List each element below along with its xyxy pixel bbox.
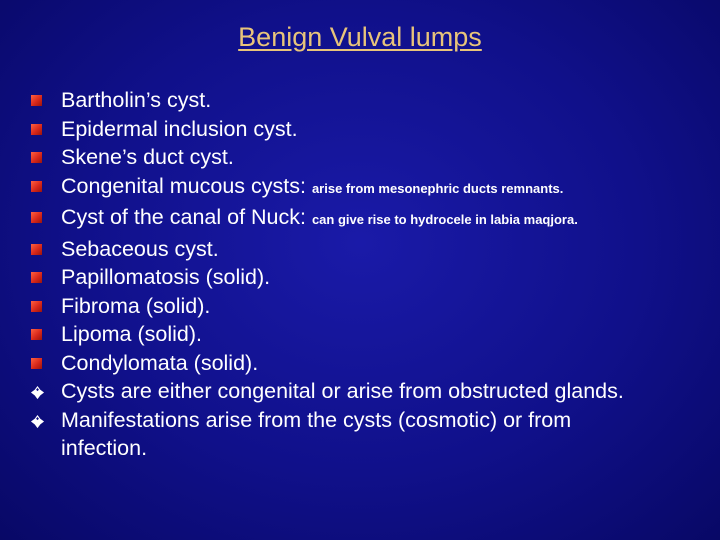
item-text: Papillomatosis (solid). [61, 265, 271, 289]
list-item [30, 235, 710, 264]
square-bullet-icon [31, 95, 42, 106]
slide-title: Benign Vulval lumps [238, 22, 482, 52]
square-bullet-icon [31, 272, 42, 283]
item-text: Condylomata (solid). [61, 350, 259, 375]
diamond-bullet-icon [30, 414, 45, 429]
list-item [30, 263, 710, 292]
item-text: Congenital mucous cysts: [61, 173, 312, 198]
square-bullet-icon [31, 329, 42, 340]
list-item [30, 86, 710, 115]
square-bullet-icon [31, 152, 42, 163]
list-item [30, 115, 710, 144]
list-item [30, 377, 710, 406]
list-item [30, 172, 710, 204]
item-text: Fibroma (solid). [61, 293, 211, 318]
item-text: Skene’s duct cyst. [61, 145, 234, 169]
item-text: Manifestations arise from the cysts (cosmotic) or from [61, 407, 572, 432]
diamond-bullet-icon [30, 385, 45, 400]
square-bullet-icon [31, 181, 42, 192]
square-bullet-icon [31, 301, 42, 312]
square-bullet-icon [31, 244, 42, 255]
item-text: Epidermal inclusion cyst. [61, 116, 298, 141]
list-item [30, 143, 710, 172]
list-item [30, 203, 710, 235]
item-note: arise from mesonephric ducts remnants. [311, 180, 564, 196]
item-text: Bartholin’s cyst. [61, 88, 212, 112]
list-item [30, 406, 710, 463]
item-text: Cyst of the canal of Nuck: [61, 205, 312, 229]
item-text: Cysts are either congenital or arise from obstructed glands. [61, 379, 624, 403]
item-text: Lipoma (solid). [61, 322, 202, 346]
bullet-list [30, 86, 710, 463]
list-item [30, 349, 710, 378]
list-item [30, 320, 710, 349]
square-bullet-icon [31, 358, 42, 369]
list-item [30, 292, 710, 321]
square-bullet-icon [31, 124, 42, 135]
item-text: Sebaceous cyst. [61, 236, 219, 261]
item-text-continued: infection. [61, 436, 148, 460]
square-bullet-icon [31, 212, 42, 223]
item-note: can give rise to hydrocele in labia maqjora. [311, 212, 578, 227]
